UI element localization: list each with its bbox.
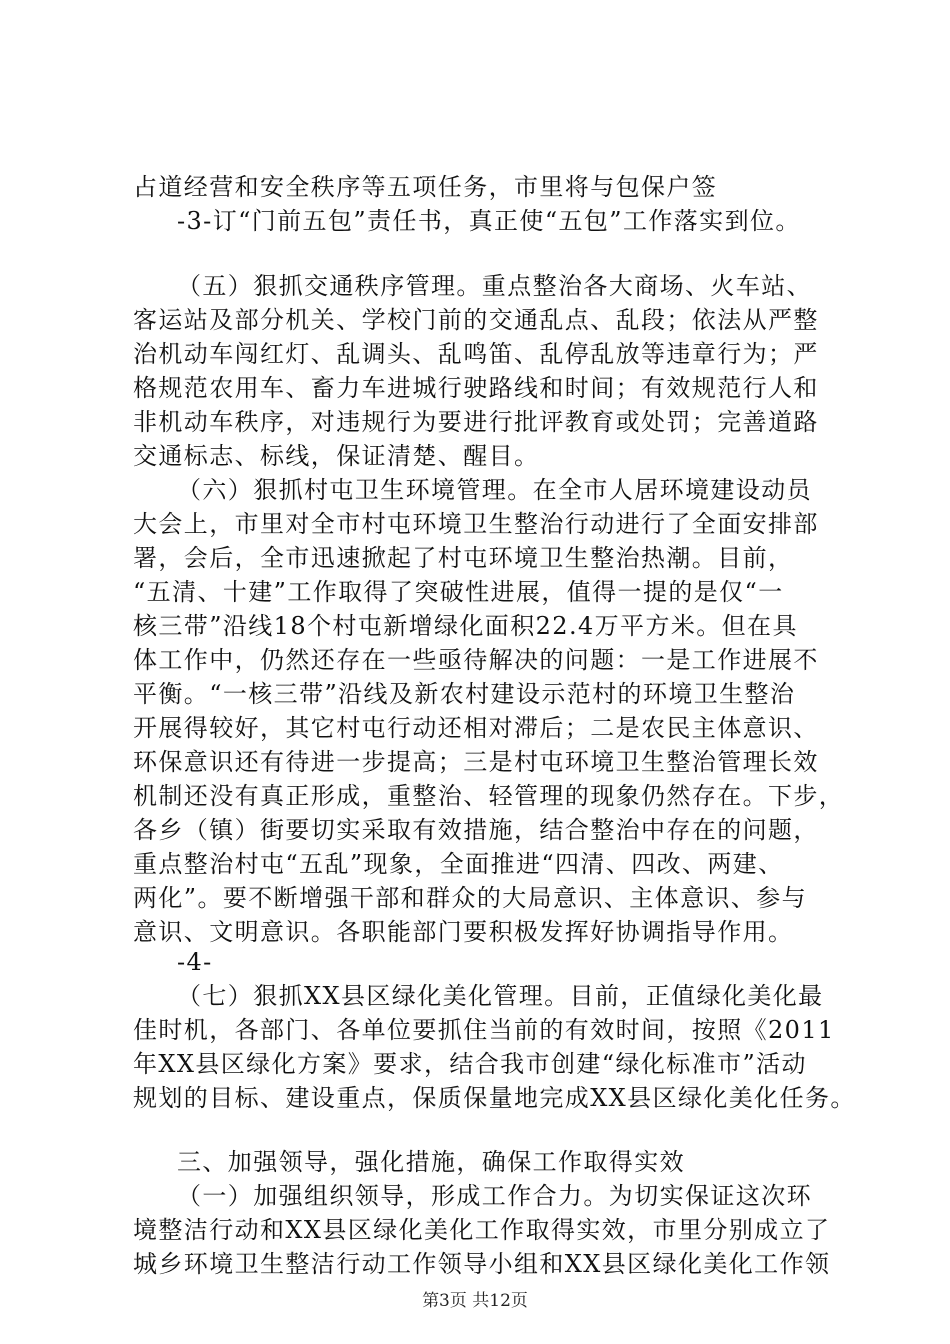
text-line: 平衡。“一核三带”沿线及新农村建设示范村的环境卫生整治 xyxy=(133,680,796,708)
text-line: “五清、十建”工作取得了突破性进展，值得一提的是仅“一 xyxy=(133,578,784,606)
text-line: 两化”。要不断增强干部和群众的大局意识、主体意识、参与 xyxy=(133,884,808,912)
text-line: 核三带”沿线18个村屯新增绿化面积22.4万平方米。但在具 xyxy=(133,612,798,640)
paragraph-heading: （一）加强组织领导，形成工作合力。为切实保证这次环 xyxy=(177,1182,812,1210)
text-line: 客运站及部分机关、学校门前的交通乱点、乱段；依法从严整 xyxy=(133,306,819,334)
text-line: -3-订“门前五包”责任书，真正使“五包”工作落实到位。 xyxy=(177,207,801,235)
text-line: 各乡（镇）街要切实采取有效措施，结合整治中存在的问题， xyxy=(133,816,819,844)
text-line: 重点整治村屯“五乱”现象，全面推进“四清、四改、两建、 xyxy=(133,850,784,878)
text-line: 环保意识还有待进一步提高；三是村屯环境卫生整治管理长效 xyxy=(133,748,819,776)
page-footer: 第3页 共12页 xyxy=(422,1291,528,1311)
text-line: 占道经营和安全秩序等五项任务，市里将与包保户签 xyxy=(133,173,718,201)
text-line: 交通标志、标线，保证清楚、醒目。 xyxy=(133,442,540,470)
text-line: 非机动车秩序，对违规行为要进行批评教育或处罚；完善道路 xyxy=(133,408,819,436)
text-line: 城乡环境卫生整洁行动工作领导小组和XX县区绿化美化工作领 xyxy=(133,1250,831,1278)
text-line: 境整洁行动和XX县区绿化美化工作取得实效，市里分别成立了 xyxy=(133,1216,831,1244)
paragraph-heading: （六）狠抓村屯卫生环境管理。在全市人居环境建设动员 xyxy=(177,476,812,504)
text-line: 治机动车闯红灯、乱调头、乱鸣笛、乱停乱放等违章行为；严 xyxy=(133,340,819,368)
text-line: 意识、文明意识。各职能部门要积极发挥好协调指导作用。 xyxy=(133,918,794,946)
paragraph-heading: （五）狠抓交通秩序管理。重点整治各大商场、火车站、 xyxy=(177,272,812,300)
text-line: 开展得较好，其它村屯行动还相对滞后；二是农民主体意识、 xyxy=(133,714,819,742)
text-line: 年XX县区绿化方案》要求，结合我市创建“绿化标准市”活动 xyxy=(133,1050,807,1078)
page-marker: -4- xyxy=(177,948,213,976)
text-line: 机制还没有真正形成，重整治、轻管理的现象仍然存在。下步， xyxy=(133,782,845,810)
text-line: 署，会后，全市迅速掀起了村屯环境卫生整治热潮。目前， xyxy=(133,544,794,572)
text-line: 格规范农用车、畜力车进城行驶路线和时间；有效规范行人和 xyxy=(133,374,819,402)
text-line: 体工作中，仍然还存在一些亟待解决的问题：一是工作进展不 xyxy=(133,646,819,674)
section-heading: 三、加强领导，强化措施，确保工作取得实效 xyxy=(177,1148,685,1176)
paragraph-heading: （七）狠抓XX县区绿化美化管理。目前，正值绿化美化最 xyxy=(177,982,824,1010)
text-line: 大会上，市里对全市村屯环境卫生整治行动进行了全面安排部 xyxy=(133,510,819,538)
text-line: 佳时机，各部门、各单位要抓住当前的有效时间，按照《2011 xyxy=(133,1016,835,1044)
text-line: 规划的目标、建设重点，保质保量地完成XX县区绿化美化任务。 xyxy=(133,1084,856,1112)
